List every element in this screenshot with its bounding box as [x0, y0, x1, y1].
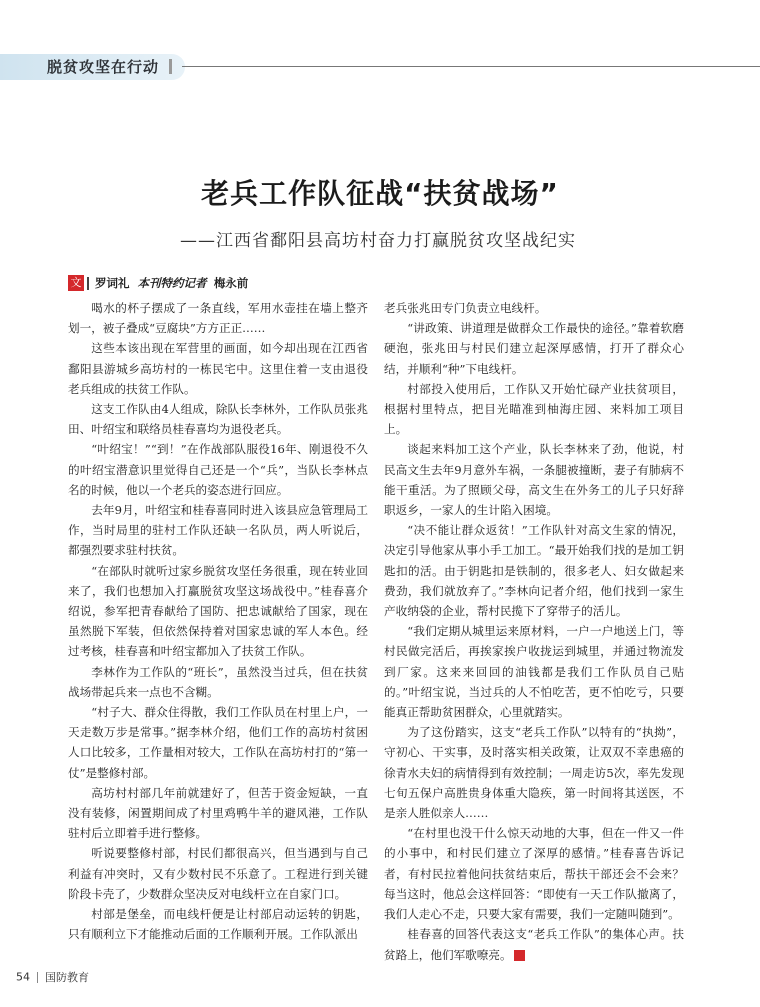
paragraph: 村部是堡垒，而电线杆便是让村部启动运转的钥匙，只有顺利立下才能推动后面的工作顺利开展。工作队派出 [68, 907, 368, 942]
header-rule [182, 66, 760, 67]
article-column-left [68, 298, 368, 945]
paragraph: “决不能让群众返贫！”工作队针对高文生家的情况，决定引导他家从事小手工加工。“最开始我们找的是加工钥匙扣的活。由于钥匙扣是铁制的，很多老人、妇女做起来费劲，我们就放弃了。”李林向记者介绍，他们找到一家生产收纳袋的企业，帮村民揽下了穿带子的活儿。 [384, 523, 684, 619]
byline-divider [87, 277, 89, 290]
last-paragraph-text: 桂春喜的回答代表这支“老兵工作队”的集体心声。扶贫路上，他们军歌嘹亮。 [384, 927, 684, 962]
article-column-right [384, 298, 684, 965]
page-footer [16, 969, 89, 985]
section-header [0, 52, 760, 82]
byline-author-2: 梅永前 [213, 276, 249, 290]
section-title: 脱贫攻坚在行动 [47, 58, 160, 76]
byline-role: 本刊特约记者 [137, 276, 207, 290]
paragraph: 去年9月，叶绍宝和桂春喜同时进入该县应急管理局工作，当时局里的驻村工作队还缺一名队员，两人听说后，都强烈要求驻村扶贫。 [68, 503, 368, 558]
paragraph: 村部投入使用后，工作队又开始忙碌产业扶贫项目，根据村里特点，把目光瞄准到柚海庄园、来料加工项目上。 [384, 381, 684, 437]
byline [68, 275, 248, 293]
paragraph: 谈起来料加工这个产业，队长李林来了劲，他说，村民高文生去年9月意外车祸，一条腿被撞断，妻子有肺病不能干重活。为了照顾父母，高文生在外务工的儿子只好辞职返乡，一家人的生计陷入困境。 [384, 442, 684, 518]
paragraph: 这支工作队由4人组成，除队长李林外，工作队员张兆田、叶绍宝和联络员桂春喜均为退役老兵。 [68, 402, 368, 437]
end-mark-icon: G [514, 950, 525, 961]
paragraph-last [384, 924, 684, 964]
paragraph: 喝水的杯子摆成了一条直线，军用水壶挂在墙上整齐划一，被子叠成“豆腐块”方方正正…… [68, 301, 368, 336]
page-number: 54 [16, 970, 30, 984]
paragraph: 高坊村村部几年前就建好了，但苦于资金短缺，一直没有装修，闲置期间成了村里鸡鸭牛羊的避风港，工作队驻村后立即着手进行整修。 [68, 785, 368, 841]
paragraph: 这些本该出现在军营里的画面，如今却出现在江西省鄱阳县游城乡高坊村的一栋民宅中。这里住着一支由退役老兵组成的扶贫工作队。 [68, 341, 368, 396]
paragraph-continued: 老兵张兆田专门负责立电线杆。 [384, 301, 547, 315]
paragraph: 李林作为工作队的“班长”，虽然没当过兵，但在扶贫战场带起兵来一点也不含糊。 [68, 664, 368, 699]
paragraph: “在部队时就听过家乡脱贫攻坚任务很重，现在转业回来了，我们也想加入打赢脱贫攻坚这场战役中。”桂春喜介绍说，参军把青春献给了国防、把忠诚献给了国家，现在虽然脱下军装，但依然保持着对国家忠诚的军人本色。经过考核，桂春喜和叶绍宝都加入了扶贫工作队。 [68, 563, 368, 659]
section-divider [169, 59, 172, 74]
paragraph: “叶绍宝！”“到！”在作战部队服役16年、刚退役不久的叶绍宝潜意识里觉得自己还是一个“兵”，当队长李林点名的时候，他以一个老兵的姿态进行回应。 [68, 442, 368, 497]
article-title: 老兵工作队征战“扶贫战场” [201, 177, 559, 210]
article-subtitle: ——江西省鄱阳县高坊村奋力打赢脱贫攻坚战纪实 [180, 231, 576, 251]
paragraph: “讲政策、讲道理是做群众工作最快的途径。”靠着软磨硬泡，张兆田与村民们建立起深厚感情，打开了群众心结，并顺利“种”下电线杆。 [384, 321, 684, 376]
byline-author-1: 罗词礼 [95, 276, 130, 290]
byline-icon: 文 [68, 275, 84, 291]
publication-name: 国防教育 [45, 971, 89, 984]
paragraph: “在村里也没干什么惊天动地的大事，但在一件又一件的小事中，和村民们建立了深厚的感情。”桂春喜告诉记者，有村民拉着他问扶贫结束后，帮扶干部还会不会来？每当这时，他总会这样回答：“即使有一天工作队撤离了，我们人走心不走，只要大家有需要，我们一定随叫随到”。 [384, 826, 684, 922]
footer-divider [37, 972, 38, 983]
paragraph: 为了这份踏实，这支“老兵工作队”以特有的“执拗”，守初心、干实事，及时落实相关政策，让双双不幸患癌的徐青水夫妇的病情得到有效控制；一周走访5次，率先发现七旬五保户高胜贵身体重大隐疾，第一时间将其送医，不是亲人胜似亲人…… [384, 725, 684, 821]
paragraph: 听说要整修村部，村民们都很高兴，但当遇到与自己利益有冲突时，又有少数村民不乐意了。工程进行到关键阶段卡壳了，少数群众坚决反对电线杆立在自家门口。 [68, 846, 368, 901]
paragraph: “我们定期从城里运来原材料，一户一户地送上门，等村民做完活后，再挨家挨户收拢运到城里，并通过物流发到厂家。这来来回回的油钱都是我们工作队员自己贴的。”叶绍宝说，当过兵的人不怕吃苦，更不怕吃亏，只要能真正帮助贫困群众，心里就踏实。 [384, 624, 684, 720]
paragraph: “村子大、群众住得散，我们工作队员在村里上户，一天走数万步是常事。”据李林介绍，他们工作的高坊村贫困人口比较多，工作量相对较大，工作队在高坊村打的“第一仗”是整修村部。 [68, 705, 368, 780]
